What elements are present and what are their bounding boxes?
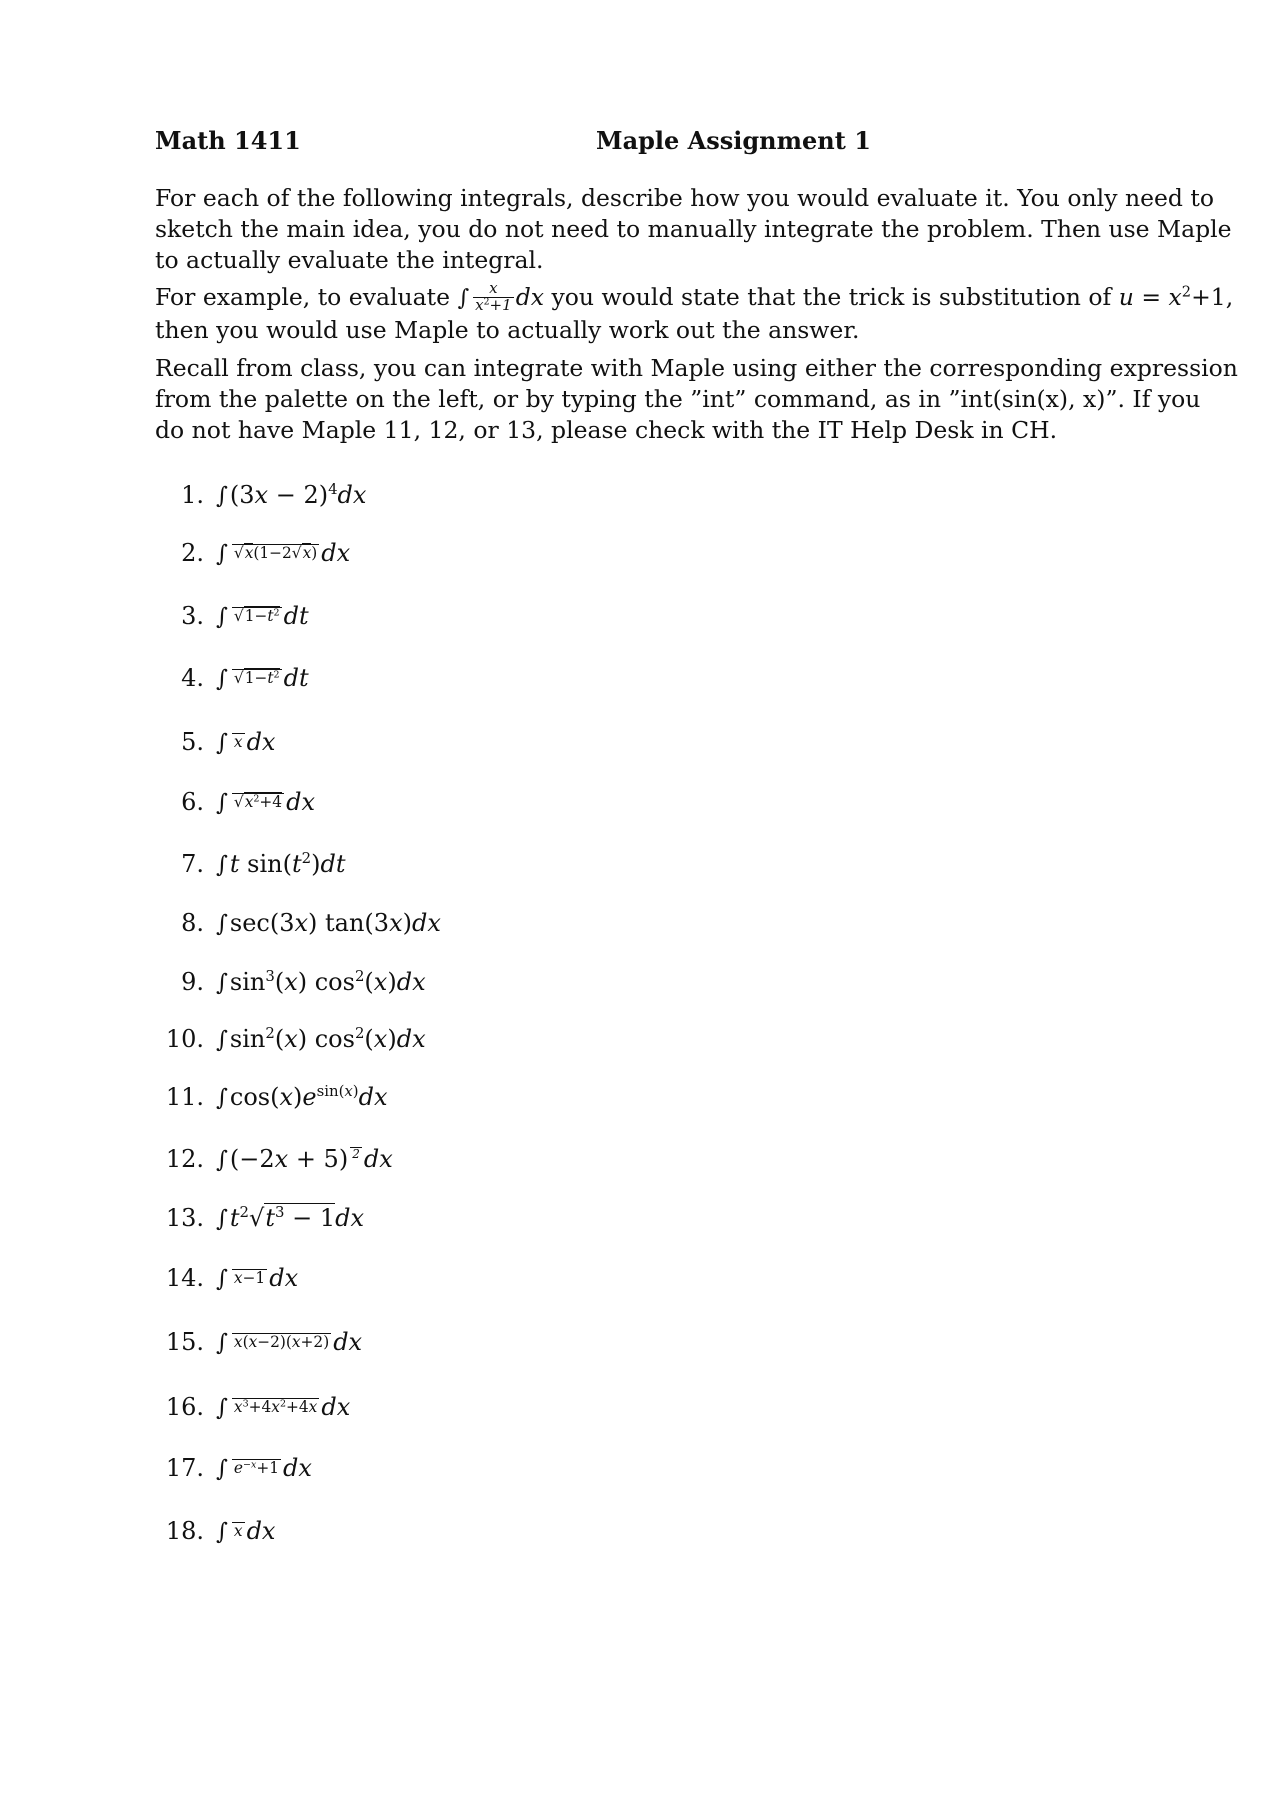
problem-integral: ∫ x dx <box>216 1517 276 1545</box>
problem-integral: ∫ √x(1−2√x) dx <box>216 539 351 567</box>
instructions-line-2: sketch the main idea, you do not need to manually integrate the problem. Then use Maple <box>155 215 1232 243</box>
problem-number: 1. <box>181 481 204 509</box>
problem-integral: ∫ $√1-t^2$ dt <box>216 664 309 692</box>
course-label: Math 1411 <box>155 126 301 155</box>
problem-5 <box>0 722 1280 762</box>
instructions-line-3: to actually evaluate the integral. <box>155 246 544 274</box>
problem-integral: ∫ x dx <box>216 728 276 756</box>
problem-9 <box>0 962 1280 1002</box>
problem-integral: ∫(−2x + 5) 2 dx <box>216 1145 393 1173</box>
problem-number: 9. <box>181 968 204 996</box>
problem-number: 5. <box>181 728 204 756</box>
problem-integral: $\int t^2√t^3 - 1dx$ <box>216 1203 364 1232</box>
problem-number: 7. <box>181 850 204 878</box>
maple-line-3: do not have Maple 11, 12, or 13, please check with the IT Help Desk in CH. <box>155 416 1058 444</box>
problem-6 <box>0 782 1280 822</box>
problem-16 <box>0 1387 1280 1427</box>
assignment-title: Maple Assignment 1 <box>596 126 871 155</box>
problem-number: 11. <box>165 1083 204 1111</box>
problem-11 <box>0 1077 1280 1117</box>
example-text-a: For example, to evaluate <box>155 283 451 311</box>
problem-number: 15. <box>165 1328 204 1356</box>
maple-line-2: from the palette on the left, or by typing the ”int” command, as in ”int(sin(x), x)”. If you <box>155 385 1201 413</box>
problem-2 <box>0 533 1280 573</box>
problem-number: 6. <box>181 788 204 816</box>
problem-17 <box>0 1448 1280 1488</box>
problem-number: 4. <box>181 664 204 692</box>
problem-integral: ∫sec(3x) tan(3x)dx <box>216 909 441 937</box>
problem-number: 8. <box>181 909 204 937</box>
example-paragraph <box>155 278 1234 346</box>
problem-integral: ∫ $e^{-x}+1$ dx <box>216 1454 312 1482</box>
problem-14 <box>0 1258 1280 1298</box>
example-line-2: then you would use Maple to actually work out the answer. <box>155 315 860 344</box>
problem-integral: $\int\sin^2(x)$ $\cos^2(x)dx$ <box>216 1024 426 1053</box>
problem-7 <box>0 844 1280 884</box>
problem-10 <box>0 1019 1280 1059</box>
problem-3 <box>0 596 1280 636</box>
problem-1 <box>0 475 1280 515</box>
problem-15 <box>0 1322 1280 1362</box>
problem-integral: ∫ $x^3+4x^2+4x$ dx <box>216 1393 351 1421</box>
problem-integral: ∫t $\sin(t^2)dt$ <box>216 849 346 878</box>
instructions-paragraph <box>155 183 1232 276</box>
example-text-b: you would state that the trick is substitution of <box>551 283 1112 311</box>
problem-number: 18. <box>165 1517 204 1545</box>
maple-line-1: Recall from class, you can integrate with Maple using either the corresponding expression <box>155 354 1238 382</box>
problem-integral: $\int\cos(x)e^{sin(x)}dx$ <box>216 1082 388 1111</box>
instructions-line-1: For each of the following integrals, describe how you would evaluate it. You only need to <box>155 184 1215 212</box>
problem-number: 12. <box>165 1145 204 1173</box>
example-line-1 <box>155 278 1234 315</box>
problem-integral: $\int(3x - 2)^4dx$ <box>216 480 367 509</box>
problem-number: 10. <box>165 1025 204 1053</box>
problem-integral: ∫ x−1 dx <box>216 1264 299 1292</box>
example-integral: ∫ $\frac{x}{x^2+1}$ dx <box>457 278 545 314</box>
example-substitution: $u = x^2+1$, <box>1118 283 1234 311</box>
problem-number: 16. <box>165 1393 204 1421</box>
problem-integral: $\int\sin^3(x)$ $\cos^2(x)dx$ <box>216 967 426 996</box>
problem-integral: ∫ $√x^2+4$ dx <box>216 788 315 816</box>
problem-8 <box>0 903 1280 943</box>
problem-4 <box>0 658 1280 698</box>
problem-number: 2. <box>181 539 204 567</box>
problem-18 <box>0 1511 1280 1551</box>
problem-number: 3. <box>181 602 204 630</box>
problem-integral: ∫ x(x−2)(x+2) dx <box>216 1328 363 1356</box>
maple-paragraph <box>155 353 1238 446</box>
problem-13 <box>0 1198 1280 1238</box>
problem-number: 14. <box>165 1264 204 1292</box>
problem-number: 17. <box>165 1454 204 1482</box>
problem-number: 13. <box>165 1204 204 1232</box>
problem-12 <box>0 1139 1280 1179</box>
problem-integral: ∫ $√1-t^2$ dt <box>216 602 309 630</box>
